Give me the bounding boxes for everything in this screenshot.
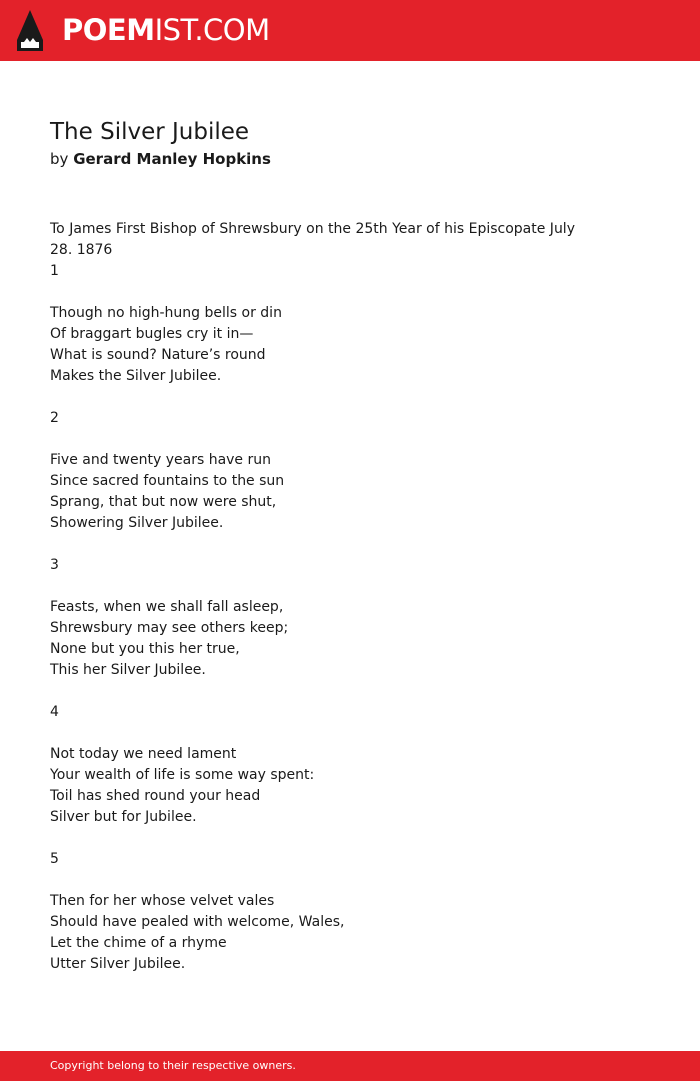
pencil-tip-icon[interactable] (17, 10, 43, 51)
stanza-number: 3 (50, 557, 59, 573)
poem-line: Showering Silver Jubilee. (50, 515, 224, 531)
stanza-gap (50, 387, 590, 408)
byline-prefix: by (50, 150, 69, 168)
poem-line: Silver but for Jubilee. (50, 809, 197, 825)
poem-line: Should have pealed with welcome, Wales, (50, 914, 345, 930)
site-logo[interactable] (62, 14, 270, 47)
stanza-number: 1 (50, 263, 59, 279)
stanza-gap (50, 681, 590, 702)
poem-byline (50, 149, 271, 169)
poem-line: Of braggart bugles cry it in— (50, 326, 254, 342)
poem-line: Feasts, when we shall fall asleep, (50, 599, 284, 615)
poem-line: Though no high-hung bells or din (50, 305, 282, 321)
poem-line: Shrewsbury may see others keep; (50, 620, 289, 636)
poem-line: Not today we need lament (50, 746, 237, 762)
stanza-gap (50, 723, 590, 744)
stanza-number: 5 (50, 851, 59, 867)
logo-bold-text: POEM (62, 13, 155, 47)
stanza-gap (50, 282, 590, 303)
stanza-gap (50, 576, 590, 597)
stanza-number: 2 (50, 410, 59, 426)
poem-line: None but you this her true, (50, 641, 240, 657)
poem-line: Your wealth of life is some way spent: (50, 767, 315, 783)
stanza-number: 4 (50, 704, 59, 720)
poem-line: Utter Silver Jubilee. (50, 956, 186, 972)
poem-line: This her Silver Jubilee. (50, 662, 206, 678)
poem-line: Makes the Silver Jubilee. (50, 368, 222, 384)
stanza-gap (50, 828, 590, 849)
poem-line: Since sacred fountains to the sun (50, 473, 285, 489)
poem-title: The Silver Jubilee (50, 119, 250, 145)
poem-author: Gerard Manley Hopkins (73, 150, 271, 168)
poem-lines (50, 261, 590, 975)
poem-line: Let the chime of a rhyme (50, 935, 227, 951)
poem-body (50, 219, 590, 975)
poem-line: Five and twenty years have run (50, 452, 271, 468)
poem-line: Toil has shed round your head (50, 788, 261, 804)
stanza-gap (50, 870, 590, 891)
stanza-gap (50, 534, 590, 555)
stanza-gap (50, 429, 590, 450)
poem-dedication: To James First Bishop of Shrewsbury on the 25th Year of his Episcopate July 28. 1876 (50, 221, 575, 258)
site-footer (0, 1051, 700, 1081)
site-header (0, 0, 700, 61)
copyright-notice: Copyright belong to their respective owners. (50, 1059, 296, 1072)
logo-light-text: IST.COM (154, 13, 270, 47)
poem-line: Sprang, that but now were shut, (50, 494, 277, 510)
poem-line: Then for her whose velvet vales (50, 893, 275, 909)
poem-line: What is sound? Nature’s round (50, 347, 266, 363)
